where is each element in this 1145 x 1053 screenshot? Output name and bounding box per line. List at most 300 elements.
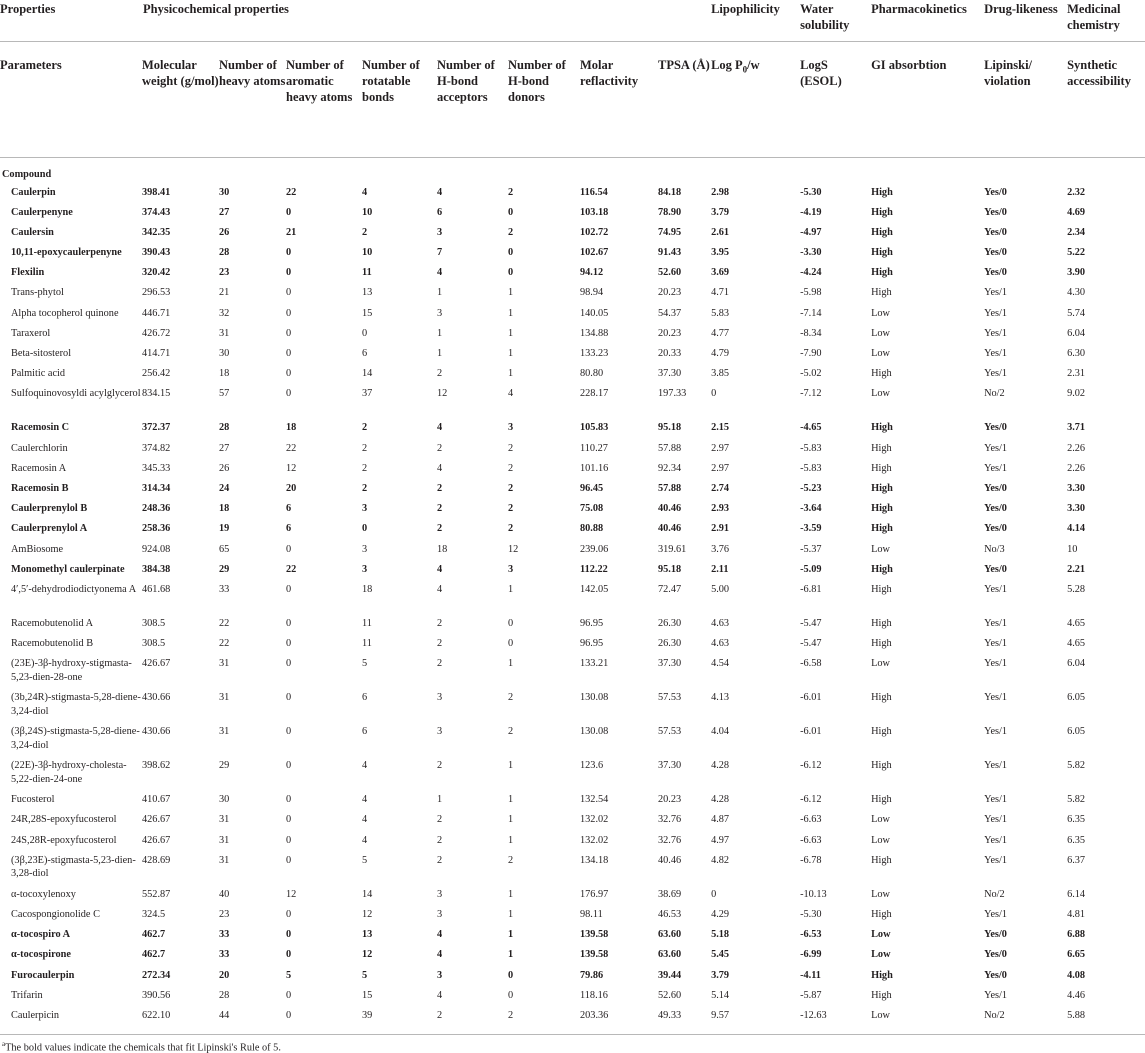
table-cell: 12	[362, 949, 373, 961]
table-cell: 31	[219, 834, 230, 846]
table-cell: -6.78	[800, 854, 822, 866]
table-cell: 80.88	[580, 523, 604, 535]
table-cell: 3.30	[1067, 482, 1086, 494]
table-cell: 320.42	[142, 267, 171, 279]
table-cell: 4.77	[711, 327, 730, 339]
category-header: Water solubility	[800, 0, 871, 42]
table-cell: 2	[437, 854, 443, 866]
table-cell: 2	[508, 503, 514, 515]
table-cell: 324.5	[142, 909, 166, 920]
table-cell: 3.71	[1067, 422, 1086, 434]
table-cell: Yes/1	[984, 834, 1008, 846]
table-cell: 3.76	[711, 543, 730, 555]
table-cell: 1	[508, 287, 514, 299]
table-cell: Yes/0	[984, 247, 1007, 259]
table-cell: 1	[508, 794, 514, 806]
table-cell: 3	[437, 692, 443, 704]
table-cell: 94.12	[580, 267, 604, 279]
table-cell: 9.02	[1067, 388, 1086, 400]
table-cell: 33	[219, 929, 230, 941]
table-cell: 2.93	[711, 503, 730, 515]
table-cell: 22	[286, 442, 297, 454]
table-cell: 12	[508, 543, 519, 555]
table-cell: 4.13	[711, 692, 730, 704]
table-cell: 49.33	[658, 1009, 682, 1021]
table-cell: -5.02	[800, 368, 822, 380]
table-row	[0, 654, 1145, 688]
table-cell: 22	[286, 563, 297, 575]
table-cell: 4	[437, 929, 443, 941]
table-cell: 5.82	[1067, 760, 1086, 772]
table-cell: Low	[871, 888, 890, 900]
table-cell: 26.30	[658, 617, 682, 629]
table-cell: 30	[219, 186, 230, 198]
table-cell: 110.27	[580, 442, 608, 454]
table-cell: 0	[286, 1009, 292, 1021]
table-row	[0, 985, 1145, 1005]
table-cell: 6.35	[1067, 834, 1086, 846]
table-cell: 102.72	[580, 226, 609, 238]
table-row	[0, 790, 1145, 810]
compound-name-cell: Caulerprenylol A	[11, 523, 88, 535]
table-cell: 92.34	[658, 462, 682, 474]
footnote-marker: a	[2, 1039, 6, 1048]
table-cell: 2	[437, 523, 443, 535]
table-cell: 26.30	[658, 638, 682, 650]
table-row	[0, 519, 1145, 539]
table-cell: 15	[362, 989, 373, 1001]
table-cell: 0	[286, 247, 292, 259]
table-cell: 9.57	[711, 1009, 730, 1021]
table-cell: 142.05	[580, 583, 609, 595]
table-cell: 130.08	[580, 726, 609, 738]
table-cell: Yes/0	[984, 206, 1007, 218]
table-cell: 228.17	[580, 388, 609, 400]
table-cell: 32.76	[658, 834, 682, 846]
table-cell: 4.54	[711, 658, 730, 670]
table-cell: 2	[362, 226, 368, 238]
table-cell: 23	[219, 909, 230, 920]
table-cell: -6.63	[800, 834, 822, 846]
table-cell: 132.54	[580, 794, 609, 806]
table-cell: 0	[362, 523, 368, 535]
table-cell: 39.44	[658, 969, 682, 981]
table-cell: 29	[219, 563, 230, 575]
table-cell: 57.53	[658, 726, 682, 738]
table-cell: 203.36	[580, 1009, 609, 1021]
table-cell: Yes/1	[984, 760, 1008, 772]
table-cell: High	[871, 760, 892, 772]
table-cell: No/2	[984, 388, 1005, 400]
table-cell: Yes/0	[984, 523, 1007, 535]
parameter-header: Lipinski/ violation	[984, 42, 1067, 158]
table-cell: 372.37	[142, 422, 171, 434]
table-cell: 319.61	[658, 543, 687, 555]
parameter-header: Log $P_0/w$	[711, 42, 800, 158]
table-cell: 342.35	[142, 226, 171, 238]
table-cell: 4.65	[1067, 617, 1086, 629]
table-cell: Yes/1	[984, 658, 1008, 670]
table-cell: 2	[508, 726, 514, 738]
table-cell: 2	[437, 760, 443, 772]
table-cell: 4.87	[711, 814, 730, 826]
table-cell: 2.98	[711, 186, 730, 198]
table-cell: 11	[362, 638, 372, 650]
table-cell: 4.63	[711, 638, 730, 650]
table-cell: 10	[1067, 543, 1078, 555]
table-cell: 96.95	[580, 617, 604, 629]
table-row	[0, 884, 1145, 904]
table-cell: 4	[437, 267, 443, 279]
category-header: Properties	[0, 0, 142, 42]
table-cell: Yes/1	[984, 692, 1008, 704]
compound-section-row	[0, 168, 1145, 182]
table-cell: 622.10	[142, 1009, 171, 1021]
table-cell: Yes/1	[984, 989, 1008, 1001]
table-cell: 1	[508, 658, 514, 670]
table-row	[0, 965, 1145, 985]
table-cell: -7.90	[800, 348, 822, 359]
table-row	[0, 202, 1145, 222]
table-cell: 0	[286, 307, 292, 319]
table-cell: 2	[508, 482, 514, 494]
table-cell: 2.61	[711, 226, 730, 238]
table-cell: 130.08	[580, 692, 609, 704]
table-cell: 6	[286, 523, 292, 535]
table-cell: High	[871, 854, 892, 866]
table-cell: 1	[437, 327, 443, 339]
table-cell: 0	[286, 617, 292, 629]
table-cell: 428.69	[142, 854, 171, 866]
table-cell: 2.26	[1067, 462, 1086, 474]
table-cell: Yes/0	[984, 969, 1007, 981]
table-cell: Yes/1	[984, 909, 1008, 920]
compound-name-cell: Cacospongionolide C	[11, 909, 100, 920]
table-cell: 374.82	[142, 442, 171, 454]
compound-name-cell: (22E)-3β-hydroxy-cholesta-5,22-dien-24-one	[11, 760, 127, 785]
table-cell: 2	[362, 482, 368, 494]
compound-name-cell: Caulerpenyne	[11, 206, 73, 218]
table-cell: 40.46	[658, 523, 682, 535]
table-cell: 3	[362, 503, 368, 515]
table-cell: 2	[508, 462, 514, 474]
parameter-header: TPSA (Å)	[658, 42, 711, 158]
table-cell: 74.95	[658, 226, 682, 238]
table-cell: -6.53	[800, 929, 822, 941]
compound-name-cell: Trans-phytol	[11, 287, 64, 299]
compound-name-cell: Racemosin C	[11, 422, 70, 434]
table-row	[0, 438, 1145, 458]
footnote-text: The bold values indicate the chemicals that fit Lipinski's Rule of 5.	[5, 1042, 281, 1053]
table-cell: 1	[437, 287, 443, 299]
table-cell: 0	[286, 989, 292, 1001]
table-cell: 19	[219, 523, 230, 535]
table-cell: 24	[219, 482, 230, 494]
table-cell: 63.60	[658, 949, 682, 961]
table-cell: High	[871, 206, 893, 218]
table-cell: Yes/0	[984, 482, 1007, 494]
table-cell: 40.46	[658, 503, 682, 515]
table-row	[0, 243, 1145, 263]
table-cell: 176.97	[580, 888, 609, 900]
table-cell: 3	[437, 909, 443, 920]
table-cell: Yes/0	[984, 267, 1007, 279]
table-cell: 6.35	[1067, 814, 1086, 826]
table-cell: 80.80	[580, 368, 604, 380]
table-cell: 12	[286, 462, 297, 474]
parameter-header: Number of rotatable bonds	[362, 42, 437, 158]
table-cell: 3	[508, 563, 514, 575]
table-cell: Yes/0	[984, 226, 1007, 238]
table-cell: 2	[437, 638, 443, 650]
table-cell: 101.16	[580, 462, 609, 474]
table-cell: -5.83	[800, 442, 822, 454]
table-cell: -4.19	[800, 206, 822, 218]
table-cell: 18	[219, 368, 230, 380]
table-cell: 0	[508, 206, 514, 218]
table-cell: 46.53	[658, 909, 682, 920]
table-cell: 0	[286, 949, 292, 961]
table-cell: 314.34	[142, 482, 171, 494]
table-row	[0, 364, 1145, 384]
table-cell: 6.04	[1067, 327, 1086, 339]
table-cell: 2	[508, 854, 514, 866]
table-cell: High	[871, 247, 893, 259]
compound-name-cell: 24R,28S-epoxyfucosterol	[11, 814, 117, 826]
table-cell: High	[871, 287, 892, 299]
table-cell: 552.87	[142, 888, 171, 900]
table-cell: 14	[362, 368, 373, 380]
table-cell: No/2	[984, 888, 1005, 900]
table-cell: Yes/0	[984, 563, 1007, 575]
compound-name-cell: Monomethyl caulerpinate	[11, 563, 125, 575]
table-cell: 5.83	[711, 307, 730, 319]
table-cell: 4	[362, 794, 368, 806]
table-cell: 98.94	[580, 287, 604, 299]
table-cell: 2	[362, 462, 368, 474]
table-cell: 4.81	[1067, 909, 1086, 920]
table-cell: 2	[362, 422, 368, 434]
table-cell: 5.18	[711, 929, 730, 941]
table-cell: 1	[437, 794, 443, 806]
table-cell: 5	[362, 854, 368, 866]
table-row	[0, 722, 1145, 756]
table-cell: 430.66	[142, 726, 171, 738]
table-cell: Yes/1	[984, 638, 1008, 650]
table-cell: 390.43	[142, 247, 171, 259]
table-cell: 33	[219, 949, 230, 961]
category-header: Lipophilicity	[711, 0, 800, 42]
table-cell: 1	[437, 348, 443, 359]
table-cell: 79.86	[580, 969, 604, 981]
table-cell: High	[871, 462, 892, 474]
table-cell: 75.08	[580, 503, 604, 515]
table-cell: 29	[219, 760, 230, 772]
table-cell: 57.88	[658, 482, 682, 494]
table-cell: Low	[871, 1009, 890, 1021]
table-cell: 0	[362, 327, 368, 339]
table-cell: High	[871, 442, 892, 454]
table-cell: 134.18	[580, 854, 609, 866]
table-cell: 0	[286, 327, 292, 339]
table-cell: 308.5	[142, 617, 166, 629]
table-cell: Yes/1	[984, 583, 1008, 595]
table-cell: High	[871, 692, 892, 704]
table-cell: 4.04	[711, 726, 730, 738]
compound-name-cell: Racemosin A	[11, 462, 67, 474]
table-cell: -4.11	[800, 969, 821, 981]
table-cell: 2	[437, 482, 443, 494]
table-cell: 2.34	[1067, 226, 1086, 238]
table-cell: 10	[362, 206, 373, 218]
table-row	[0, 283, 1145, 303]
table-cell: 426.67	[142, 658, 171, 670]
table-cell: 2	[508, 692, 514, 704]
table-row	[0, 344, 1145, 364]
parameter-header: Parameters	[0, 42, 142, 158]
table-cell: 0	[286, 854, 292, 866]
table-cell: 0	[286, 543, 292, 555]
table-cell: 84.18	[658, 186, 682, 198]
table-cell: 105.83	[580, 422, 609, 434]
table-cell: 12	[362, 909, 373, 920]
table-row	[0, 384, 1145, 418]
table-cell: 0	[286, 909, 292, 920]
table-cell: 10	[362, 247, 373, 259]
table-cell: Yes/1	[984, 327, 1008, 339]
compound-name-cell: 24S,28R-epoxyfucosterol	[11, 834, 117, 846]
table-row	[0, 850, 1145, 884]
category-header: Physicochemical properties	[142, 0, 711, 42]
table-cell: 414.71	[142, 348, 171, 359]
table-cell: 4.30	[1067, 287, 1086, 299]
table-row	[0, 222, 1145, 242]
table-cell: 2.15	[711, 422, 730, 434]
parameter-header: Synthetic accessibility	[1067, 42, 1145, 158]
table-cell: 132.02	[580, 834, 609, 846]
category-header-row	[0, 0, 1145, 42]
table-row	[0, 478, 1145, 498]
table-cell: 256.42	[142, 368, 171, 380]
table-cell: 0	[286, 348, 292, 359]
table-cell: 27	[219, 442, 230, 454]
table-cell: 28	[219, 422, 230, 434]
table-cell: 4.82	[711, 854, 730, 866]
table-cell: -10.13	[800, 888, 827, 900]
table-cell: 37.30	[658, 760, 682, 772]
table-cell: 0	[286, 638, 292, 650]
table-cell: -7.12	[800, 388, 822, 400]
table-row	[0, 559, 1145, 579]
table-cell: 2.74	[711, 482, 730, 494]
table-cell: -4.24	[800, 267, 822, 279]
table-row	[0, 458, 1145, 478]
compound-name-cell: Furocaulerpin	[11, 969, 75, 981]
compound-name-cell: Racemosin B	[11, 482, 69, 494]
compound-name-cell: Alpha tocopherol quinone	[11, 307, 119, 319]
table-cell: 345.33	[142, 462, 171, 474]
table-cell: 5.00	[711, 583, 730, 595]
table-cell: 2.21	[1067, 563, 1086, 575]
compound-name-cell: AmBiosome	[11, 543, 64, 555]
table-cell: -5.83	[800, 462, 822, 474]
table-row	[0, 323, 1145, 343]
table-cell: 6	[362, 692, 368, 704]
table-cell: 0	[286, 267, 292, 279]
table-cell: 1	[508, 814, 514, 826]
table-cell: 6.88	[1067, 929, 1086, 941]
compound-name-cell: Palmitic acid	[11, 368, 66, 380]
table-cell: 1	[508, 368, 514, 380]
table-cell: 3	[508, 422, 514, 434]
parameter-header: LogS (ESOL)	[800, 42, 871, 158]
table-cell: High	[871, 989, 892, 1001]
table-cell: 3	[437, 969, 443, 981]
table-cell: -5.98	[800, 287, 822, 299]
table-cell: Yes/1	[984, 617, 1008, 629]
table-cell: 139.58	[580, 929, 609, 941]
compound-name-cell: (3β,23E)-stigmasta-5,23-dien-3,28-diol	[11, 854, 136, 880]
table-cell: 0	[508, 638, 514, 650]
compound-name-cell: α-tocoxylenoxy	[11, 888, 76, 900]
table-row	[0, 303, 1145, 323]
table-cell: No/2	[984, 1009, 1005, 1021]
table-cell: Yes/1	[984, 442, 1008, 454]
table-cell: -5.47	[800, 617, 822, 629]
table-cell: 2	[362, 442, 368, 454]
table-cell: 2	[437, 442, 443, 454]
table-cell: 2.31	[1067, 368, 1086, 380]
table-cell: 2	[437, 617, 443, 629]
table-cell: -5.37	[800, 543, 822, 555]
table-cell: High	[871, 422, 893, 434]
table-cell: 4.79	[711, 348, 730, 359]
table-cell: 0	[286, 814, 292, 826]
table-cell: 6	[437, 206, 443, 218]
table-cell: 11	[362, 267, 372, 279]
table-cell: 26	[219, 462, 230, 474]
table-cell: 4.28	[711, 794, 730, 806]
table-cell: -6.81	[800, 583, 822, 595]
category-header: Drug-likeness	[984, 0, 1067, 42]
table-cell: 38.69	[658, 888, 682, 900]
table-cell: 0	[286, 726, 292, 738]
table-cell: -5.09	[800, 563, 822, 575]
table-cell: 2	[437, 658, 443, 670]
table-cell: 1	[508, 909, 514, 920]
parameter-header: Number of H-bond donors	[508, 42, 580, 158]
table-cell: -6.58	[800, 658, 822, 670]
table-cell: 20.23	[658, 287, 682, 299]
table-cell: 2	[437, 503, 443, 515]
table-cell: 2	[437, 834, 443, 846]
table-cell: High	[871, 563, 893, 575]
table-cell: 461.68	[142, 583, 171, 595]
table-cell: 4.97	[711, 834, 730, 846]
table-cell: High	[871, 583, 892, 595]
table-cell: 65	[219, 543, 230, 555]
table-cell: High	[871, 794, 892, 806]
table-cell: Yes/1	[984, 307, 1008, 319]
table-cell: 3	[437, 726, 443, 738]
table-cell: 5.45	[711, 949, 730, 961]
table-cell: 22	[219, 638, 230, 650]
table-cell: 0	[508, 969, 514, 981]
table-footnote	[0, 1035, 1145, 1053]
table-cell: High	[871, 226, 893, 238]
table-row	[0, 539, 1145, 559]
table-cell: Low	[871, 929, 891, 941]
